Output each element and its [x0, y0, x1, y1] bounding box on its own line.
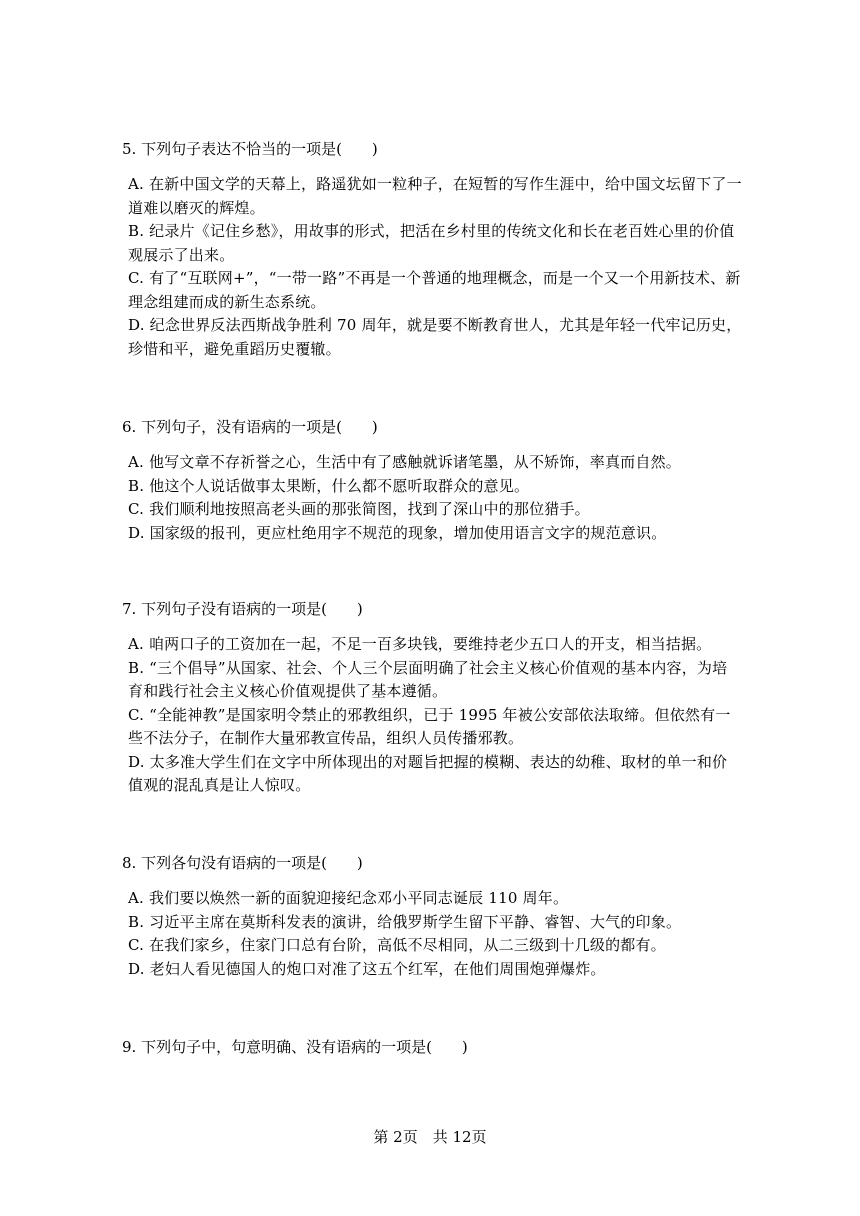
option-d: D. 纪念世界反法西斯战争胜利 70 周年，就是要不断教育世人，尤其是年轻一代牢记历史，珍惜和平，避免重蹈历史覆辙。	[128, 316, 742, 358]
question-5	[122, 138, 742, 361]
question-6	[122, 416, 742, 545]
option-c: C. 有了“互联网+”，“一带一路”不再是一个普通的地理概念，而是一个又一个用新技术、新理念组建而成的新生态系统。	[128, 269, 741, 311]
question-7	[122, 598, 742, 798]
question-8	[122, 852, 742, 981]
question-9	[122, 1036, 742, 1071]
option-b: B. 他这个人说话做事太果断，什么都不愿听取群众的意见。	[128, 476, 530, 495]
question-stem: 9. 下列句子中，句意明确、没有语病的一项是( )	[122, 1038, 468, 1056]
page-footer: 第 2页 共 12页	[373, 1128, 487, 1146]
option-a: A. 咱两口子的工资加在一起，不足一百多块钱，要维持老少五口人的开支，相当拮据。	[128, 635, 712, 653]
option-d: D. 太多准大学生们在文字中所体现出的对题旨把握的模糊、表达的幼稚、取材的单一和价值观的混乱真是让人惊叹。	[128, 752, 728, 794]
option-c: C. 我们顺利地按照高老头画的那张简图，找到了深山中的那位猎手。	[128, 500, 590, 518]
option-d: D. 老妇人看见德国人的炮口对准了这五个红军，在他们周围炮弹爆炸。	[128, 959, 606, 978]
option-a: A. 我们要以焕然一新的面貌迎接纪念邓小平同志诞辰 110 周年。	[128, 889, 569, 907]
option-b: B. 习近平主席在莫斯科发表的演讲，给俄罗斯学生留下平静、睿智、大气的印象。	[128, 912, 682, 931]
option-d: D. 国家级的报刊，更应杜绝用字不规范的现象，增加使用语言文字的规范意识。	[128, 523, 667, 542]
option-a: A. 他写文章不存祈誉之心，生活中有了感触就诉诸笔墨，从不矫饰，率真而自然。	[128, 453, 681, 471]
option-b: B. “三个倡导”从国家、社会、个人三个层面明确了社会主义核心价值观的基本内容，为培育和践行社会主义核心价值观提供了基本遵循。	[128, 658, 728, 700]
question-stem: 7. 下列句子没有语病的一项是( )	[122, 600, 363, 618]
option-c: C. “全能神教”是国家明令禁止的邪教组织，已于 1995 年被公安部依法取缔。但依然有一些不法分子，在制作大量邪教宣传品，组织人员传播邪教。	[128, 705, 731, 747]
question-stem: 6. 下列句子，没有语病的一项是( )	[122, 418, 378, 436]
option-a: A. 在新中国文学的天幕上，路遥犹如一粒种子，在短暂的写作生涯中，给中国文坛留下了一道难以磨灭的辉煌。	[128, 175, 742, 217]
option-c: C. 在我们家乡，住家门口总有台阶，高低不尽相同，从二三级到十几级的都有。	[128, 936, 666, 954]
option-b: B. 纪录片《记住乡愁》，用故事的形式，把活在乡村里的传统文化和长在老百姓心里的价值观展示了出来。	[128, 222, 735, 264]
question-stem: 5. 下列句子表达不恰当的一项是( )	[122, 140, 378, 158]
question-stem: 8. 下列各句没有语病的一项是( )	[122, 854, 363, 872]
